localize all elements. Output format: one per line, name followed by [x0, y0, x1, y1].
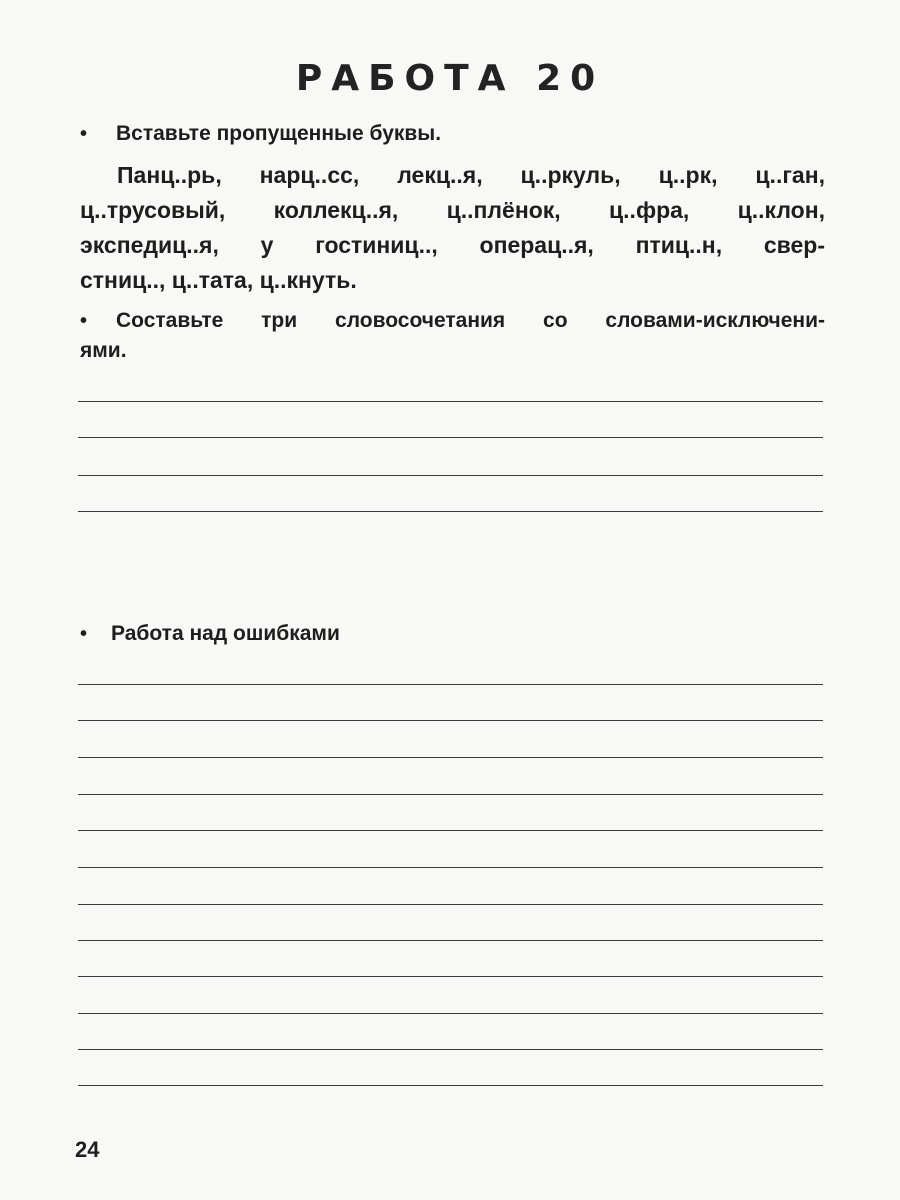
writing-line[interactable] — [78, 1085, 823, 1086]
writing-line[interactable] — [78, 1049, 823, 1050]
writing-line[interactable] — [78, 684, 823, 685]
writing-line[interactable] — [78, 867, 823, 868]
task2-instruction-line: • Составьте три словосочетания со словами-исключени- — [80, 306, 825, 336]
bullet-icon: • — [80, 310, 88, 332]
page-number: 24 — [75, 1137, 100, 1162]
task3-instruction: Работа над ошибками — [111, 622, 340, 645]
exercise-line: экспедиц..я, у гостиниц.., операц..я, птиц..н, свер- — [80, 232, 825, 258]
exercise-line: ц..трусовый, коллекц..я, ц..плёнок, ц..фра, ц..клон, — [80, 197, 825, 223]
bullet-icon: • — [80, 623, 88, 645]
task1-exercise-text — [80, 158, 825, 298]
task1-instruction: Вставьте пропущенные буквы. — [116, 122, 442, 145]
writing-line[interactable] — [78, 976, 823, 977]
writing-line[interactable] — [78, 794, 823, 795]
writing-line[interactable] — [78, 720, 823, 721]
page-title: РАБОТА 20 — [295, 58, 605, 99]
writing-line[interactable] — [78, 437, 823, 438]
task3-heading — [80, 622, 340, 646]
task2-instruction — [80, 306, 825, 366]
exercise-line: Панц..рь, нарц..сс, лекц..я, ц..ркуль, ц..рк, ц..ган, — [117, 162, 825, 188]
writing-line[interactable] — [78, 904, 823, 905]
task2-instruction-line: ями. — [80, 339, 127, 362]
writing-line[interactable] — [78, 940, 823, 941]
writing-line[interactable] — [78, 475, 823, 476]
writing-line[interactable] — [78, 511, 823, 512]
writing-line[interactable] — [78, 830, 823, 831]
exercise-line: стниц.., ц..тата, ц..кнуть. — [80, 267, 357, 293]
writing-line[interactable] — [78, 1013, 823, 1014]
bullet-icon: • — [80, 123, 88, 145]
writing-line[interactable] — [78, 401, 823, 402]
writing-line[interactable] — [78, 757, 823, 758]
task1-heading — [80, 122, 441, 146]
